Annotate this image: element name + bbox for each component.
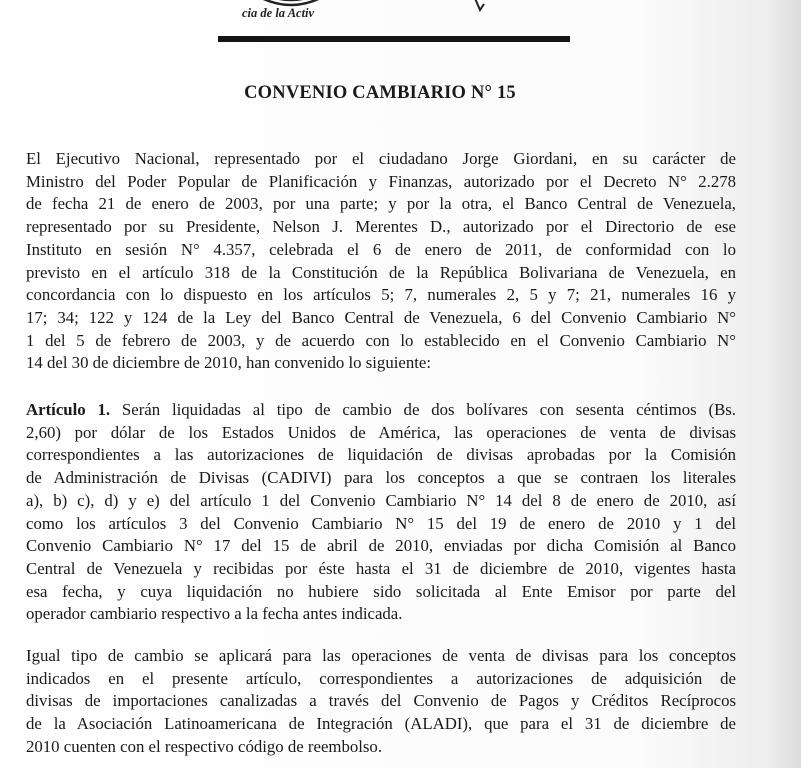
text-line: de Administración de Divisas (CADIVI) para los conceptos a que se contraen los literales	[26, 468, 736, 488]
text-line: indicados en el presente artículo, correspondientes a autorizaciones de adquisición de	[26, 668, 736, 688]
seal-mark-icon	[470, 0, 496, 16]
text-line: correspondientes a las autorizaciones de liquidación de divisas aprobadas por la Comisión	[26, 445, 736, 465]
text-line: 1 del 5 de febrero de 2003, y de acuerdo con lo establecido en el Convenio Cambiario N°	[26, 330, 736, 350]
text-line: representado por su Presidente, Nelson J. Merentes D., autorizado por el Directorio de ese	[26, 217, 736, 237]
text-line: Igual tipo de cambio se aplicará para las operaciones de venta de divisas para los conceptos	[26, 646, 736, 665]
article-label: Artículo 1.	[26, 400, 111, 419]
text-line: Instituto en sesión N° 4.357, celebrada el 6 de enero de 2011, de conformidad con lo	[26, 239, 736, 259]
text-line: 17; 34; 122 y 124 de la Ley del Banco Central de Venezuela, 6 del Convenio Cambiario N°	[26, 307, 736, 327]
text-line	[26, 399, 736, 422]
text-line: El Ejecutivo Nacional, representado por el ciudadano Jorge Giordani, en su carácter de	[26, 149, 736, 168]
text-line: de la Asociación Latinoamericana de Integración (ALADI), que para el 31 de diciembre de	[26, 714, 736, 734]
closing-paragraph	[26, 645, 736, 759]
article-1-paragraph	[26, 399, 736, 626]
seal-text: cia de la Activ	[242, 6, 315, 20]
text-line: 2,60) por dólar de los Estados Unidos de América, las operaciones de venta de divisas	[26, 422, 736, 442]
text-line: 14 del 30 de diciembre de 2010, han convenido lo siguiente:	[26, 353, 431, 373]
text-line: previsto en el artículo 318 de la Constitución de la República Bolivariana de Venezuela, en	[26, 262, 736, 282]
text-line: divisas de importaciones canalizadas a través del Convenio de Pagos y Créditos Recíprocos	[26, 691, 736, 711]
text-line: 2010 cuenten con el respectivo código de reembolso.	[26, 736, 383, 756]
text-line: como los artículos 3 del Convenio Cambiario N° 15 del 19 de enero de 2010 y 1 del	[26, 513, 736, 533]
text-line: Convenio Cambiario N° 17 del 15 de abril de 2010, enviadas por dicha Comisión al Banco	[26, 536, 736, 556]
article-first-line: Serán liquidadas al tipo de cambio de dos bolívares con sesenta céntimos (Bs.	[121, 400, 736, 419]
preamble-paragraph	[26, 148, 736, 375]
text-line: concordancia con lo dispuesto en los artículos 5; 7, numerales 2, 5 y 7; 21, numerales 16 y	[26, 285, 736, 305]
text-line: Ministro del Poder Popular de Planificación y Finanzas, autorizado por el Decreto N° 2.278	[26, 171, 736, 191]
header-rule	[218, 36, 570, 42]
text-line: de fecha 21 de enero de 2003, por una parte; y por la otra, el Banco Central de Venezuela,	[26, 194, 736, 214]
text-line: esa fecha, y cuya liquidación no hubiere sido solicitada al Ente Emisor por parte del	[26, 581, 736, 601]
text-line: a), b) c), d) y e) del artículo 1 del Convenio Cambiario N° 14 del 8 de enero de 2010, así	[26, 490, 736, 510]
text-line: operador cambiario respectivo a la fecha antes indicada.	[26, 604, 403, 624]
official-seal-logo	[206, 0, 376, 26]
text-line: Central de Venezuela y recibidas por éste hasta el 31 de diciembre de 2010, vigentes hasta	[26, 558, 736, 578]
document-title: CONVENIO CAMBIARIO N° 15	[244, 83, 516, 103]
